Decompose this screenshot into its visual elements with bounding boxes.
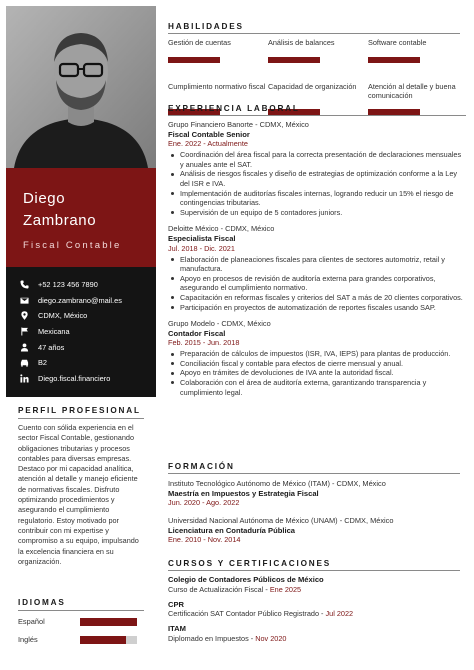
job-bullet: Supervisión de un equipo de 5 contadores juniors.	[168, 208, 466, 218]
contact-info	[6, 267, 156, 397]
education-degree: Maestría en Impuestos y Estrategia Fiscal	[168, 488, 319, 498]
certification-entry	[168, 600, 460, 620]
contact-location	[19, 308, 156, 324]
experience-section	[168, 104, 466, 397]
profile-text: Cuento con sólida experiencia en el sector Fiscal Contable, gestionando obligaciones tributarias y procesos contables para diversas empresas. Destaco por mi capacidad analítica, atención al detalle y manejo eficiente de normativas fiscales. Disfruto optimizando procedimientos y asegurando el cumplimiento regulatorio. Estoy motivado por contribuir con mi expertise y compromiso a su equipo, impulsando la excelencia financiera en su organización.	[18, 423, 139, 566]
contact-license-text: B2	[38, 358, 48, 368]
languages-title: IDIOMAS	[18, 598, 144, 611]
sidebar	[6, 6, 156, 664]
language-name: Español	[18, 617, 45, 626]
portrait-image	[6, 6, 156, 168]
profile-photo	[6, 6, 156, 168]
contact-phone-text: +52 123 456 7890	[38, 280, 98, 290]
certification-course: Certificación SAT Contador Público Registrado	[168, 609, 320, 619]
job-bullet: Colaboración con el área de auditoría externa, garantizando transparencia y cumplimiento legal.	[168, 378, 466, 397]
skill-label: Gestión de cuentas	[168, 38, 231, 47]
job-bullet: Apoyo en trámites de devoluciones de IVA ante la autoridad fiscal.	[168, 368, 466, 378]
job-company: Grupo Modelo - CDMX, México	[168, 319, 271, 329]
skill-label: Cumplimiento normativo fiscal	[168, 82, 266, 91]
skill-item	[368, 39, 460, 83]
language-level-bar	[80, 636, 137, 644]
language-level-fill	[80, 618, 137, 626]
contact-email	[19, 293, 156, 309]
contact-age	[19, 339, 156, 355]
certification-org: Colegio de Contadores Públicos de México	[168, 575, 324, 584]
job-dates: Feb. 2015 - Jun. 2018	[168, 338, 240, 348]
certification-date: Nov 2020	[255, 633, 287, 643]
profile-section	[18, 406, 144, 567]
job-bullet: Preparación de cálculos de impuestos (ISR, IVA, IEPS) para plantas de producción.	[168, 349, 466, 359]
job-title: Fiscal Contable Senior	[168, 129, 250, 139]
education-school: Instituto Tecnológico Autónomo de México (ITAM) - CDMX, México	[168, 479, 386, 488]
contact-email-text: diego.zambrano@mail.es	[38, 295, 122, 305]
language-name: Inglés	[18, 635, 38, 644]
job-role: Fiscal Contable	[23, 240, 122, 251]
certifications-title: CURSOS Y CERTIFICACIONES	[168, 559, 460, 571]
job-company: Deloitte México - CDMX, México	[168, 224, 275, 234]
skill-label: Software contable	[368, 38, 427, 47]
experience-title: EXPERIENCIA LABORAL	[168, 104, 466, 116]
car-icon	[19, 358, 29, 368]
education-entry	[168, 516, 460, 545]
contact-nationality	[19, 324, 156, 340]
job-title: Especialista Fiscal	[168, 233, 236, 243]
contact-location-text: CDMX, México	[38, 311, 88, 321]
certification-org: CPR	[168, 599, 185, 609]
education-title: FORMACIÓN	[168, 462, 460, 474]
languages-section	[18, 598, 144, 647]
certification-course: Curso de Actualización Fiscal	[168, 584, 264, 594]
linkedin-icon	[19, 373, 29, 383]
certification-entry	[168, 575, 460, 595]
skill-bar	[268, 57, 320, 63]
contact-phone	[19, 277, 156, 293]
job-dates: Ene. 2022 - Actualmente	[168, 139, 248, 149]
job-bullets	[168, 255, 466, 313]
certification-line: Certificación SAT Contador Público Registrado - Jul 2022	[168, 609, 354, 619]
skill-label: Capacidad de organización	[268, 82, 357, 91]
certification-org: ITAM	[168, 624, 186, 634]
certification-entry	[168, 624, 460, 644]
certification-line: Curso de Actualización Fiscal - Ene 2025	[168, 584, 302, 594]
job-dates: Jul. 2018 - Dic. 2021	[168, 243, 235, 253]
certification-date: Jul 2022	[325, 609, 354, 619]
education-dates: Ene. 2010 - Nov. 2014	[168, 535, 241, 545]
certification-course: Diplomado en Impuestos	[168, 633, 249, 643]
certification-line: Diplomado en Impuestos - Nov 2020	[168, 633, 287, 643]
language-level-bar	[80, 618, 137, 626]
skill-label: Atención al detalle y buena comunicación	[368, 82, 456, 100]
certification-date: Ene 2025	[269, 584, 302, 594]
job-company: Grupo Financiero Banorte - CDMX, México	[168, 120, 309, 129]
name-banner	[6, 168, 156, 267]
skill-label: Análisis de balances	[268, 38, 335, 47]
person-icon	[19, 342, 29, 352]
education-school: Universidad Nacional Autónoma de México (UNAM) - CDMX, México	[168, 516, 394, 526]
skill-item	[268, 39, 368, 83]
job-entry	[168, 224, 466, 312]
job-bullet: Análisis de riesgos fiscales y diseño de estrategias de optimización conforme a la Ley del ISR e IVA.	[168, 169, 466, 188]
certifications-section	[168, 559, 460, 644]
job-bullets	[168, 150, 466, 217]
job-entry	[168, 319, 466, 397]
language-item	[18, 632, 144, 647]
contact-linkedin-text: Diego.fiscal.financiero	[38, 373, 111, 383]
skill-bar	[168, 57, 220, 63]
job-bullets	[168, 349, 466, 397]
profile-title: PERFIL PROFESIONAL	[18, 406, 144, 419]
language-level-fill	[80, 636, 126, 644]
job-bullet: Elaboración de planeaciones fiscales para clientes de sectores automotriz, retail y manufactura.	[168, 255, 466, 274]
first-name: Diego	[23, 190, 66, 207]
job-bullet: Conciliación fiscal y contable para efectos de cierre mensual y anual.	[168, 359, 466, 369]
contact-nationality-text: Mexicana	[38, 327, 70, 337]
job-bullet: Capacitación en reformas fiscales y criterios del SAT a más de 20 clientes corporativos.	[168, 293, 466, 303]
contact-license	[19, 355, 156, 371]
job-bullet: Implementación de auditorías fiscales internas, logrando reducir un 15% el riesgo de contingencias tributarias.	[168, 189, 466, 208]
location-pin-icon	[19, 311, 29, 321]
job-title: Contador Fiscal	[168, 328, 226, 338]
flag-icon	[19, 327, 29, 337]
education-section	[168, 462, 460, 545]
contact-age-text: 47 años	[38, 342, 65, 352]
education-degree: Licenciatura en Contaduría Pública	[168, 525, 296, 535]
job-bullet: Coordinación del área fiscal para la correcta presentación de declaraciones mensuales y anuales ante el SAT.	[168, 150, 466, 169]
phone-icon	[19, 280, 29, 290]
skill-item	[168, 39, 268, 83]
skill-bar	[368, 57, 420, 63]
mail-icon	[19, 295, 29, 305]
last-name: Zambrano	[23, 212, 97, 229]
education-entry	[168, 479, 460, 508]
education-dates: Jun. 2020 - Ago. 2022	[168, 498, 240, 508]
contact-linkedin	[19, 371, 156, 387]
language-item	[18, 614, 144, 629]
job-bullet: Participación en proyectos de automatización de reportes fiscales usando SAP.	[168, 303, 466, 313]
skills-title: HABILIDADES	[168, 22, 460, 34]
job-entry	[168, 120, 466, 217]
job-bullet: Apoyo en procesos de revisión de auditoría externa para grandes corporativos, asegurando el cumplimiento normativo.	[168, 274, 466, 293]
